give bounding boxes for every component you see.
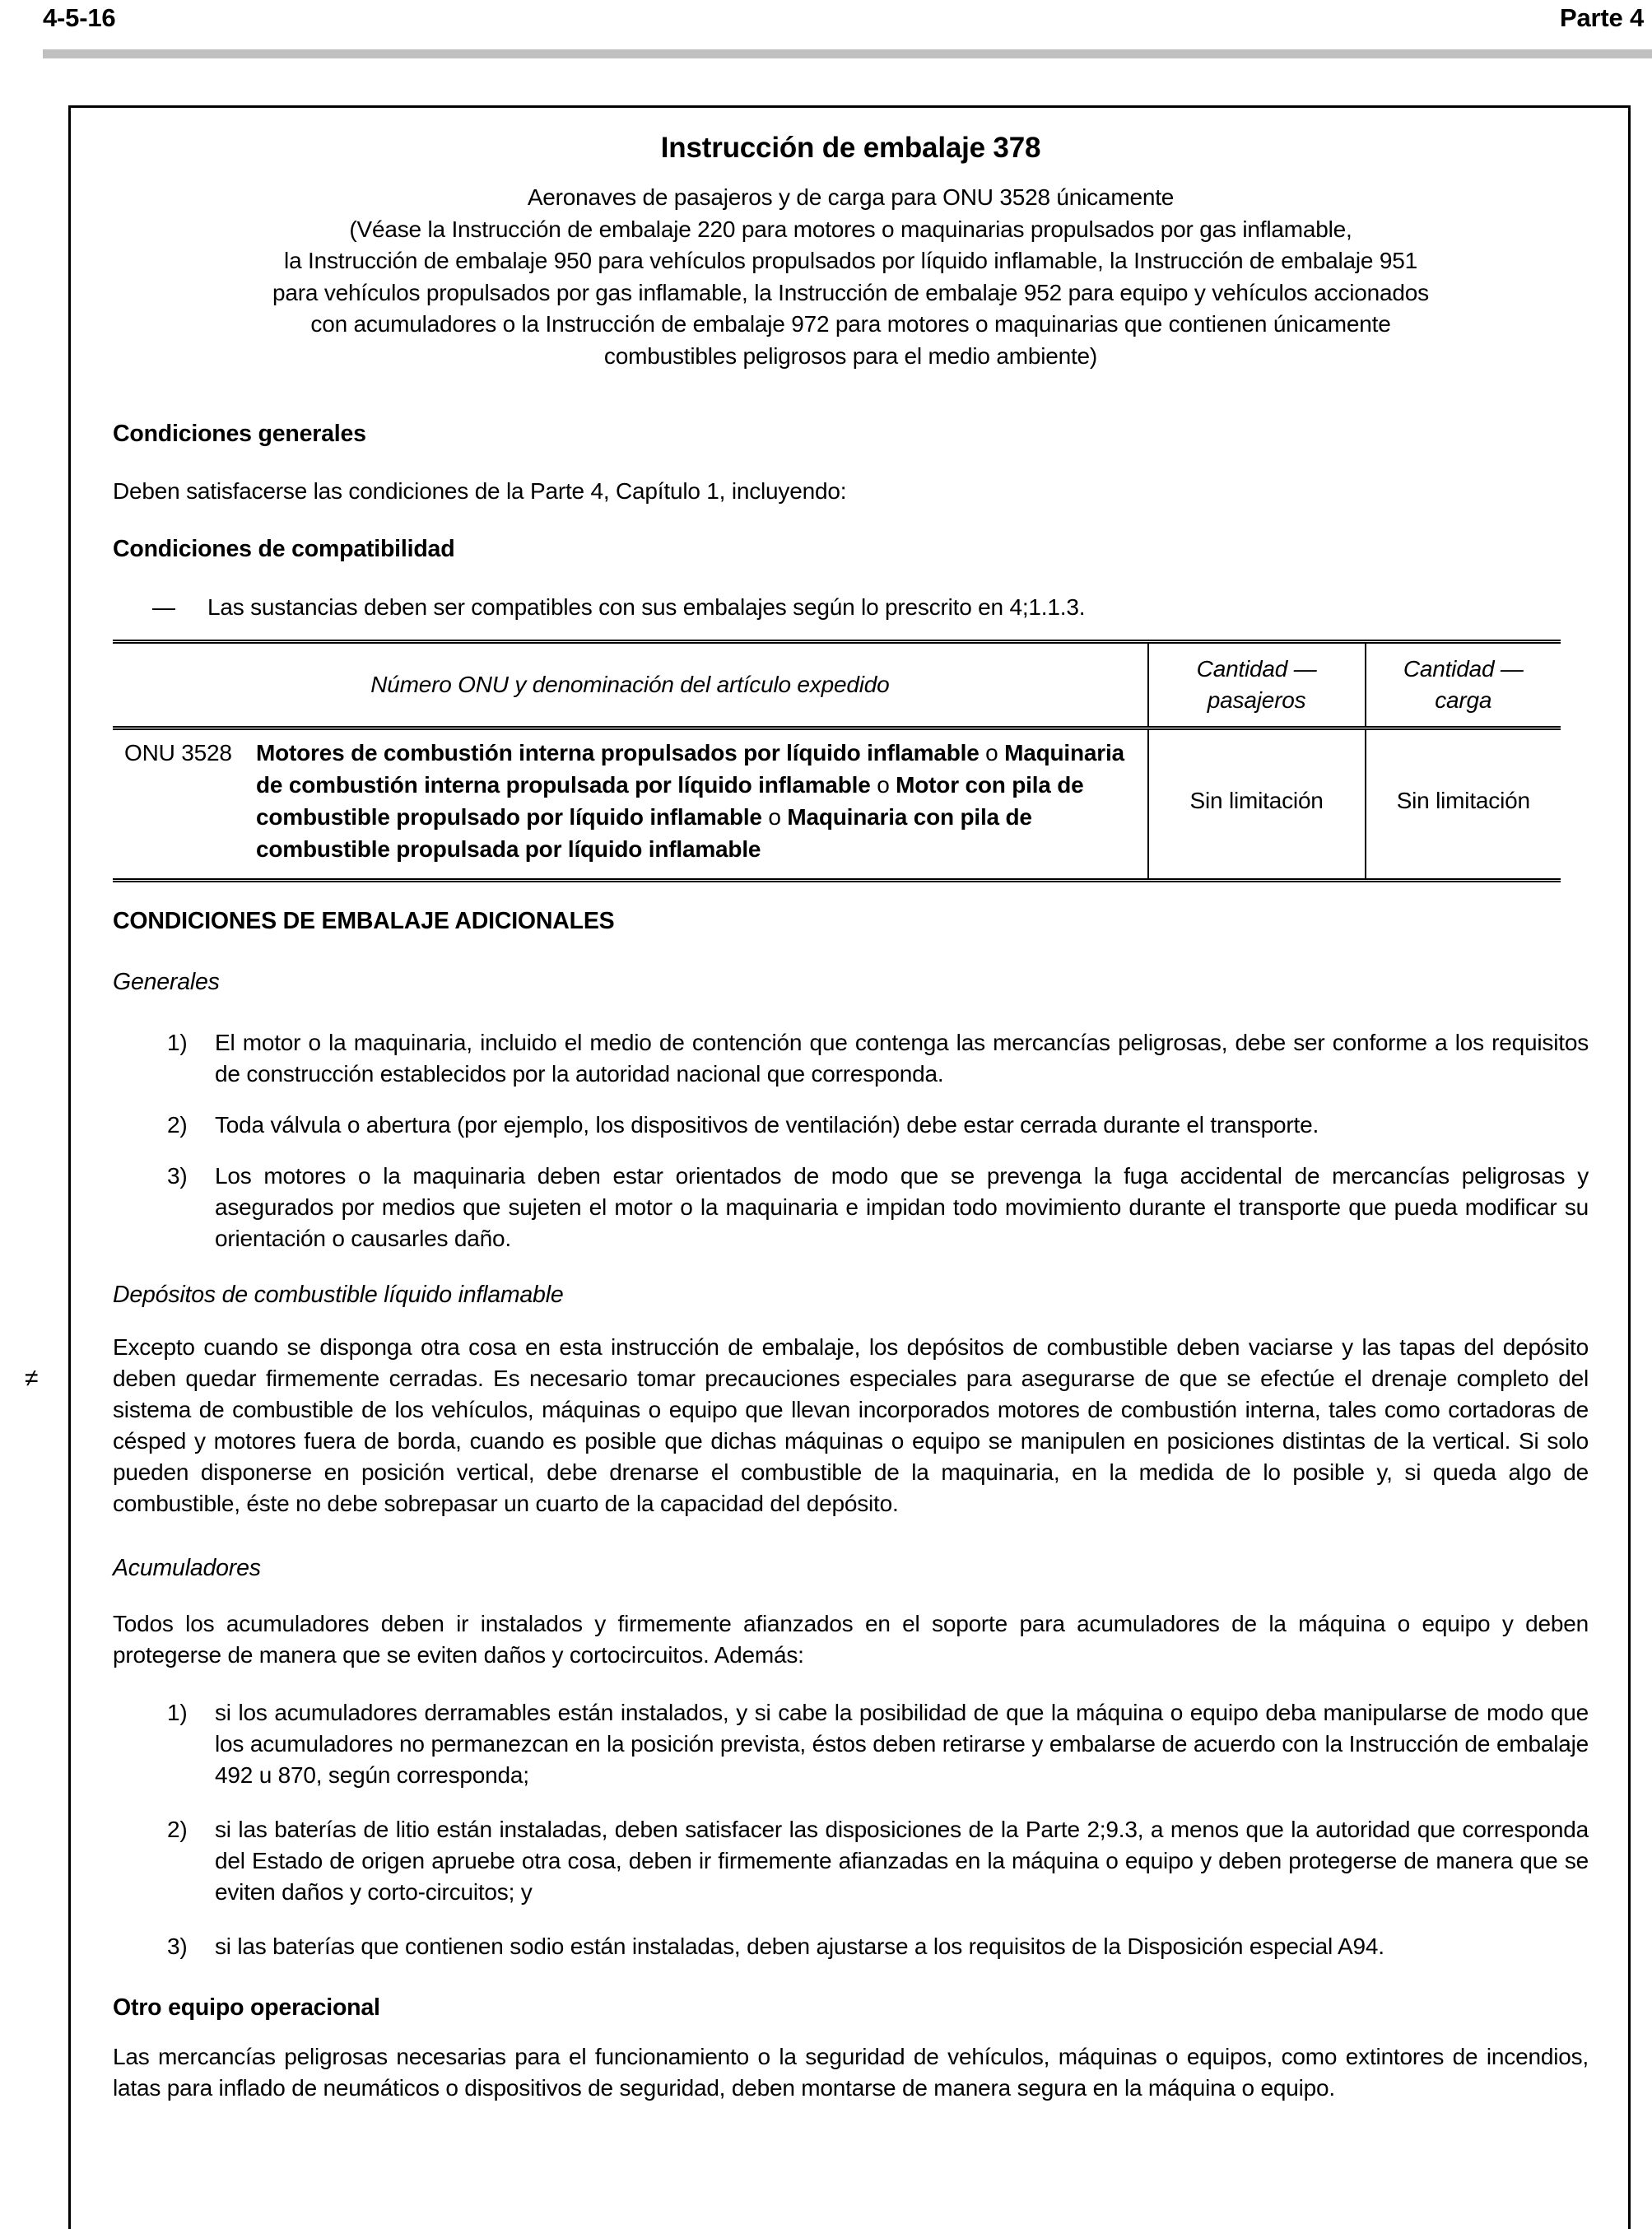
proper-shipping-name: Motores de combustión interna propulsados por líquido inflamable o Maquinaria de combustión interna propulsada por líquido inflamable o Motor con pila de combustible propulsado por líquido inflamable o Maquinaria con pila de combustible propulsada por líquido inflamable	[256, 740, 1124, 862]
compatibility-dash-item	[152, 592, 1589, 623]
column-header-line: pasajeros	[1207, 687, 1306, 713]
list-item	[167, 1027, 1589, 1090]
item-number: 2)	[167, 1817, 188, 1842]
subtitle-line: combustibles peligrosos para el medio ambiente)	[603, 342, 1098, 369]
general-conditions-text: Deben satisfacerse las condiciones de la Parte 4, Capítulo 1, incluyendo:	[113, 478, 847, 504]
list-item	[167, 1110, 1589, 1141]
item-text: El motor o la maquinaria, incluido el medio de contención que contenga las mercancías peligrosas, debe ser conforme a los requisitos de construcción establecidos por la autoridad nacional que corresponda.	[215, 1030, 1589, 1087]
list-item	[167, 1161, 1589, 1254]
general-conditions-heading: Condiciones generales	[113, 421, 366, 447]
subtitle-line: con acumuladores o la Instrucción de embalaje 972 para motores o maquinarias que contienen únicamente	[310, 311, 1391, 337]
column-header-line: carga	[1435, 687, 1492, 713]
subtitle-line: la Instrucción de embalaje 950 para vehículos propulsados por líquido inflamable, la Instrucción de embalaje 951	[284, 248, 1417, 273]
header-rule	[43, 49, 1652, 58]
dash-bullet: —	[152, 594, 175, 620]
other-equipment-heading: Otro equipo operacional	[113, 1994, 380, 2021]
item-text: Toda válvula o abertura (por ejemplo, los dispositivos de ventilación) debe estar cerrada durante el transporte.	[215, 1112, 1319, 1138]
column-header-line: Cantidad —	[1403, 656, 1524, 682]
list-item	[167, 1814, 1589, 1908]
generales-heading: Generales	[113, 969, 220, 995]
instruction-title: Instrucción de embalaje 378	[660, 132, 1041, 164]
item-number: 1)	[167, 1700, 188, 1725]
quantity-table	[113, 640, 1561, 882]
accumulators-heading: Acumuladores	[113, 1555, 261, 1581]
table-row	[113, 728, 1561, 881]
change-marker: ≠	[25, 1365, 39, 1392]
accumulators-intro: Todos los acumuladores deben ir instalados y firmemente afianzados en el soporte para acumuladores de la máquina o equipo y deben protegerse de manera que se eviten daños y cortocircuitos. Además:	[113, 1611, 1589, 1668]
item-number: 3)	[167, 1163, 188, 1189]
fuel-tanks-heading: Depósitos de combustible líquido inflamable	[113, 1282, 564, 1308]
qty-passenger-cell: Sin limitación	[1148, 728, 1366, 881]
item-number: 1)	[167, 1030, 188, 1055]
item-text: si las baterías de litio están instaladas, deben satisfacer las disposiciones de la Parte 2;9.3, a menos que la autoridad que corresponda del Estado de origen apruebe otra cosa, deben ir firmemente afianzadas en la máquina o equipo y deben protegerse de manera que se eviten daños y corto-circuitos; y	[215, 1817, 1589, 1905]
item-text: si los acumuladores derramables están instalados, y si cabe la posibilidad de que la máquina o equipo deba manipularse de modo que los acumuladores no permanezcan en la posición prevista, éstos deben retirarse y embalarse de acuerdo con la Instrucción de embalaje 492 u 870, según corresponda;	[215, 1700, 1589, 1788]
list-item	[167, 1931, 1589, 1962]
part-label: Parte 4	[1560, 3, 1644, 32]
item-text: Los motores o la maquinaria deben estar orientados de modo que se prevenga la fuga accidental de mercancías peligrosas y asegurados por medios que sujeten el motor o la maquinaria e impidan todo movimiento durante el transporte que pueda modificar su orientación o causarles daño.	[215, 1163, 1589, 1251]
item-number: 3)	[167, 1934, 188, 1959]
instruction-subtitle	[113, 182, 1589, 372]
column-header-line: Cantidad —	[1196, 656, 1317, 682]
running-header	[43, 3, 1644, 33]
compatibility-heading: Condiciones de compatibilidad	[113, 536, 455, 562]
list-item	[167, 1697, 1589, 1791]
additional-packing-heading: CONDICIONES DE EMBALAJE ADICIONALES	[113, 908, 615, 934]
item-text: si las baterías que contienen sodio están instaladas, deben ajustarse a los requisitos de la Disposición especial A94.	[215, 1934, 1384, 1959]
un-entry-cell	[113, 728, 1148, 881]
packing-instruction-box	[68, 105, 1631, 2229]
subtitle-line: (Véase la Instrucción de embalaje 220 para motores o maquinarias propulsados por gas inflamable,	[349, 216, 1352, 242]
subtitle-line: para vehículos propulsados por gas inflamable, la Instrucción de embalaje 952 para equipo y vehículos accionados	[272, 279, 1429, 305]
item-number: 2)	[167, 1112, 188, 1138]
qty-cargo-cell: Sin limitación	[1366, 728, 1561, 881]
column-header-un-name: Número ONU y denominación del artículo expedido	[113, 642, 1148, 728]
table-header-row	[113, 642, 1561, 728]
un-number: ONU 3528	[124, 740, 232, 765]
subtitle-line: Aeronaves de pasajeros y de carga para ONU 3528 únicamente	[527, 184, 1175, 210]
fuel-tanks-text: Excepto cuando se disponga otra cosa en esta instrucción de embalaje, los depósitos de combustible deben vaciarse y las tapas del depósito deben quedar firmemente cerradas. Es necesario tomar precauciones especiales para asegurarse de que se efectúe el drenaje completo del sistema de combustible de los vehículos, máquinas o equipo que llevan incorporados motores de combustión interna, tales como cortadoras de césped y motores fuera de borda, cuando es posible que dichas máquinas o equipo se manipulen en posiciones distintas de la vertical. Si solo pueden disponerse en posición vertical, debe drenarse el combustible de la maquinaria, en la medida de lo posible y, si queda algo de combustible, éste no debe sobrepasar un cuarto de la capacidad del depósito.	[113, 1334, 1589, 1516]
other-equipment-text: Las mercancías peligrosas necesarias para el funcionamiento o la seguridad de vehículos, máquinas o equipos, como extintores de incendios, latas para inflado de neumáticos o dispositivos de seguridad, deben montarse de manera segura en la máquina o equipo.	[113, 2044, 1589, 2101]
column-header-qty-passenger	[1148, 642, 1366, 728]
column-header-qty-cargo	[1366, 642, 1561, 728]
page-number: 4-5-16	[43, 3, 116, 32]
dash-item-text: Las sustancias deben ser compatibles con sus embalajes según lo prescrito en 4;1.1.3.	[207, 594, 1086, 620]
